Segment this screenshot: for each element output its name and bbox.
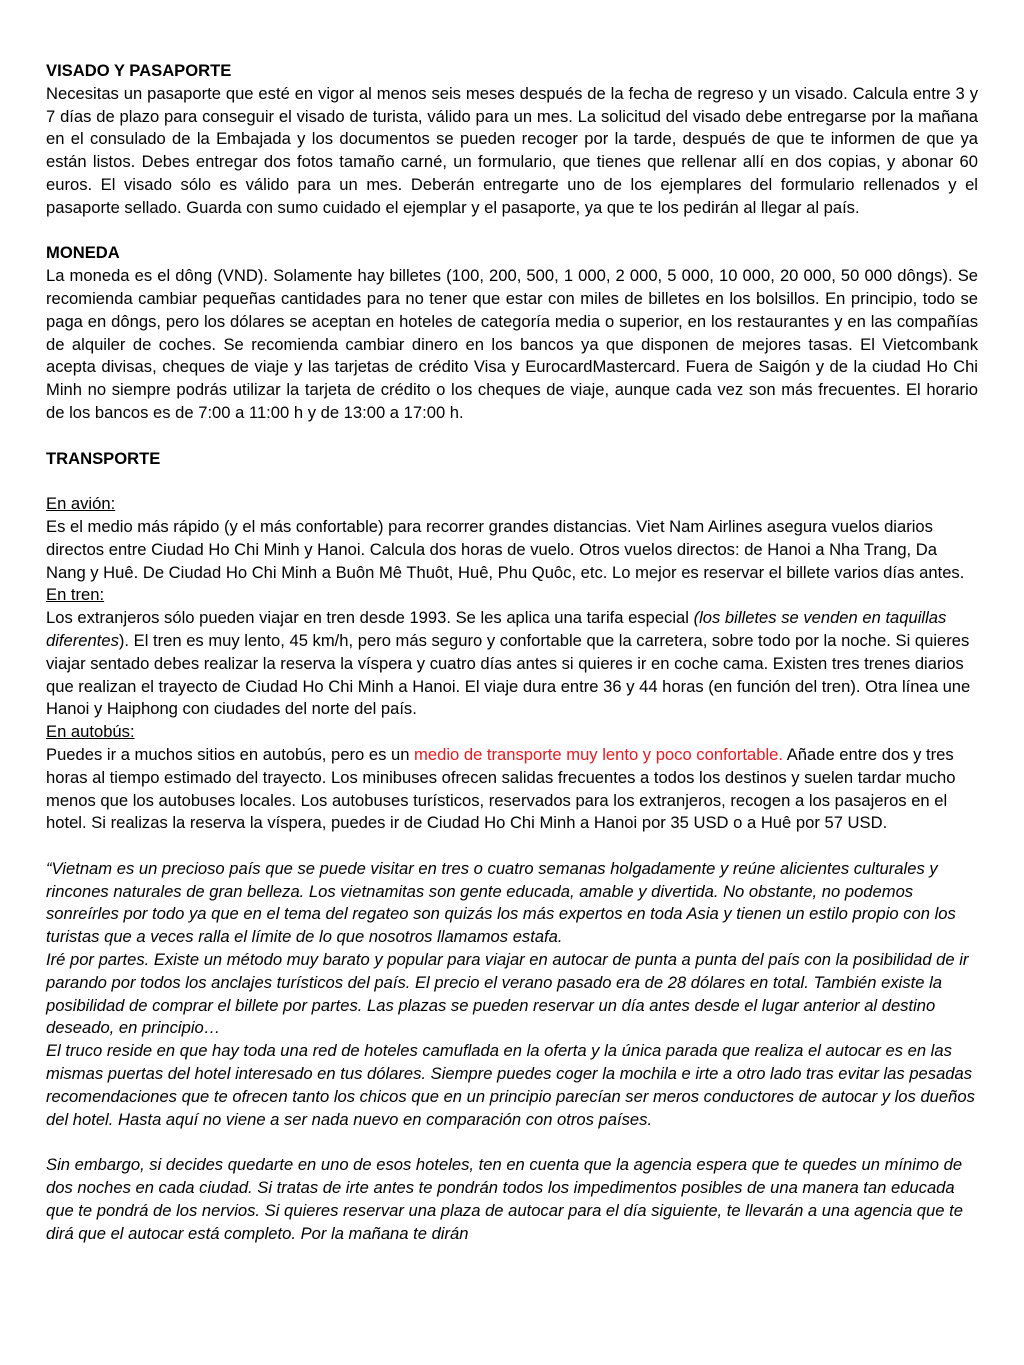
section-body-visado: Necesitas un pasaporte que esté en vigor al menos seis meses después de la fecha de regreso y un visado. Calcula entre 3 y 7 días de plazo para conseguir el visado de turista, válido para un mes. La solicitud del visado debe entregarse por la mañana en el consulado de la Embajada y los documentos se pueden recoger por la tarde, después de que te informen de que ya están listos. Debes entregar dos fotos tamaño carné, un formulario, que tienes que rellenar allí en dos copias, y abonar 60 euros. El visado sólo es válido para un mes. Deberán entregarte uno de los ejemplares del formulario rellenados y el pasaporte sellado. Guarda con sumo cuidado el ejemplar y el pasaporte, ya que te los pedirán al llegar al país. [46,83,978,217]
quote-paragraph-1: “Vietnam es un precioso país que se puede visitar en tres o cuatro semanas holgadamente y reúne alicientes culturales y rincones naturales de gran belleza. Los vietnamitas son gente educada, amable y divertida. No obstante, no podemos sonreírles por todo ya que en el tema del regateo son quizás los más expertos en toda Asia y tienen un estilo propio con los turistas que a veces ralla el límite de lo que nosotros llamamos estafa. [46,858,956,947]
section-moneda [46,242,978,424]
section-transporte [46,448,978,836]
quote-paragraph-2: Iré por partes. Existe un método muy barato y popular para viajar en autocar de punta a punta del país con la posibilidad de ir parando por todos los anclajes turísticos del país. El precio el verano pasado era de 28 dólares en total. También existe la posibilidad de comprar el billete por partes. Las plazas se pueden reservar un día antes desde el lugar anterior al destino deseado, en principio… [46,950,969,1038]
spacer [46,470,978,493]
section-title-visado: VISADO Y PASAPORTE [46,61,232,80]
quote-paragraph-3: El truco reside en que hay toda una red de hoteles camuflada en la oferta y la única parada que realiza el autocar es en las mismas puertas del hotel interesado en tus dólares. Siempre puedes coger la mochila e irte a otro lado tras evitar las pesadas recomendaciones que te ofrecen tanto los chicos que en un principio parecían ser meros conductores de autocar y los dueños del hotel. Hasta aquí no viene a ser nada nuevo en comparación con otros países. [46,1041,975,1129]
subsection-body-tren [46,607,978,721]
autobus-text-red: medio de transporte muy lento y poco confortable. [414,744,784,764]
spacer [46,220,978,243]
autobus-text-1: Puedes ir a muchos sitios en autobús, pero es un [46,744,415,764]
spacer [46,1131,978,1154]
subsection-label-tren: En tren: [46,585,105,605]
document-page [46,60,978,1245]
spacer [46,425,978,448]
subsection-label-autobus: En autobús: [46,722,135,742]
testimonial-quote [46,858,978,1246]
tren-text-2: ). El tren es muy lento, 45 km/h, pero más seguro y confortable que la carretera, sobre todo por la noche. Si quieres viajar sentado debes realizar la reserva la víspera y cuatro días antes si quieres ir en coche cama. Existen tres trenes diarios que realizan el trayecto de Ciudad Ho Chi Minh a Hanoi. El viaje dura entre 36 y 44 horas (en función del tren). Otra línea une Hanoi y Haiphong con ciudades del norte del país. [46,630,971,719]
section-title-transporte: TRANSPORTE [46,448,161,468]
section-body-moneda: La moneda es el dông (VND). Solamente hay billetes (100, 200, 500, 1 000, 2 000, 5 000, 10 000, 20 000, 50 000 dôngs). Se recomienda cambiar pequeñas cantidades para no tener que estar con miles de billetes en los bolsillos. En principio, todo se paga en dôngs, pero los dólares se aceptan en hoteles de categoría media o superior, en los restaurantes y en las compañías de alquiler de coches. Se recomienda cambiar dinero en los bancos ya que disponen de mejores tasas. El Vietcombank acepta divisas, cheques de viaje y las tarjetas de crédito Visa y EurocardMastercard. Fuera de Saigón y de la ciudad Ho Chi Minh no siempre podrás utilizar la tarjeta de crédito o los cheques de viaje, aunque cada vez son más frecuentes. El horario de los bancos es de 7:00 a 11:00 h y de 13:00 a 17:00 h. [46,266,978,422]
section-title-moneda: MONEDA [46,243,120,263]
section-visado [46,60,978,220]
subsection-body-avion: Es el medio más rápido (y el más confortable) para recorrer grandes distancias. Viet Nam Airlines asegura vuelos diarios directos entre Ciudad Ho Chi Minh y Hanoi. Calcula dos horas de vuelo. Otros vuelos directos: de Hanoi a Nha Trang, Da Nang y Huê. De Ciudad Ho Chi Minh a Buôn Mê Thuôt, Huê, Phu Quôc, etc. Lo mejor es reservar el billete varios días antes. [46,516,965,582]
subsection-label-avion: En avión: [46,494,116,514]
autobus-text-2: Añade entre dos y tres horas al tiempo estimado del trayecto. Los minibuses ofrecen salidas frecuentes a todos los destinos y suelen tardar mucho menos que los autobuses locales. Los autobuses turísticos, reservados para los extranjeros, recogen a los pasajeros en el hotel. Si realizas la reserva la víspera, puedes ir de Ciudad Ho Chi Minh a Hanoi por 35 USD o a Huê por 57 USD. [46,744,956,833]
tren-text-italic: (los billetes se venden en taquillas diferentes [46,608,947,650]
tren-text-1: Los extranjeros sólo pueden viajar en tren desde 1993. Se les aplica una tarifa especial [46,608,694,628]
quote-paragraph-4: Sin embargo, si decides quedarte en uno de esos hoteles, ten en cuenta que la agencia espera que te quedes un mínimo de dos noches en cada ciudad. Si tratas de irte antes te pondrán todos los impedimentos posibles de una manera tan educada que te pondrá de los nervios. Si quieres reservar una plaza de autocar para el día siguiente, te llevarán a una agencia que te dirá que el autocar está completo. Por la mañana te dirán [46,1155,963,1243]
spacer [46,835,978,858]
subsection-body-autobus [46,744,978,835]
